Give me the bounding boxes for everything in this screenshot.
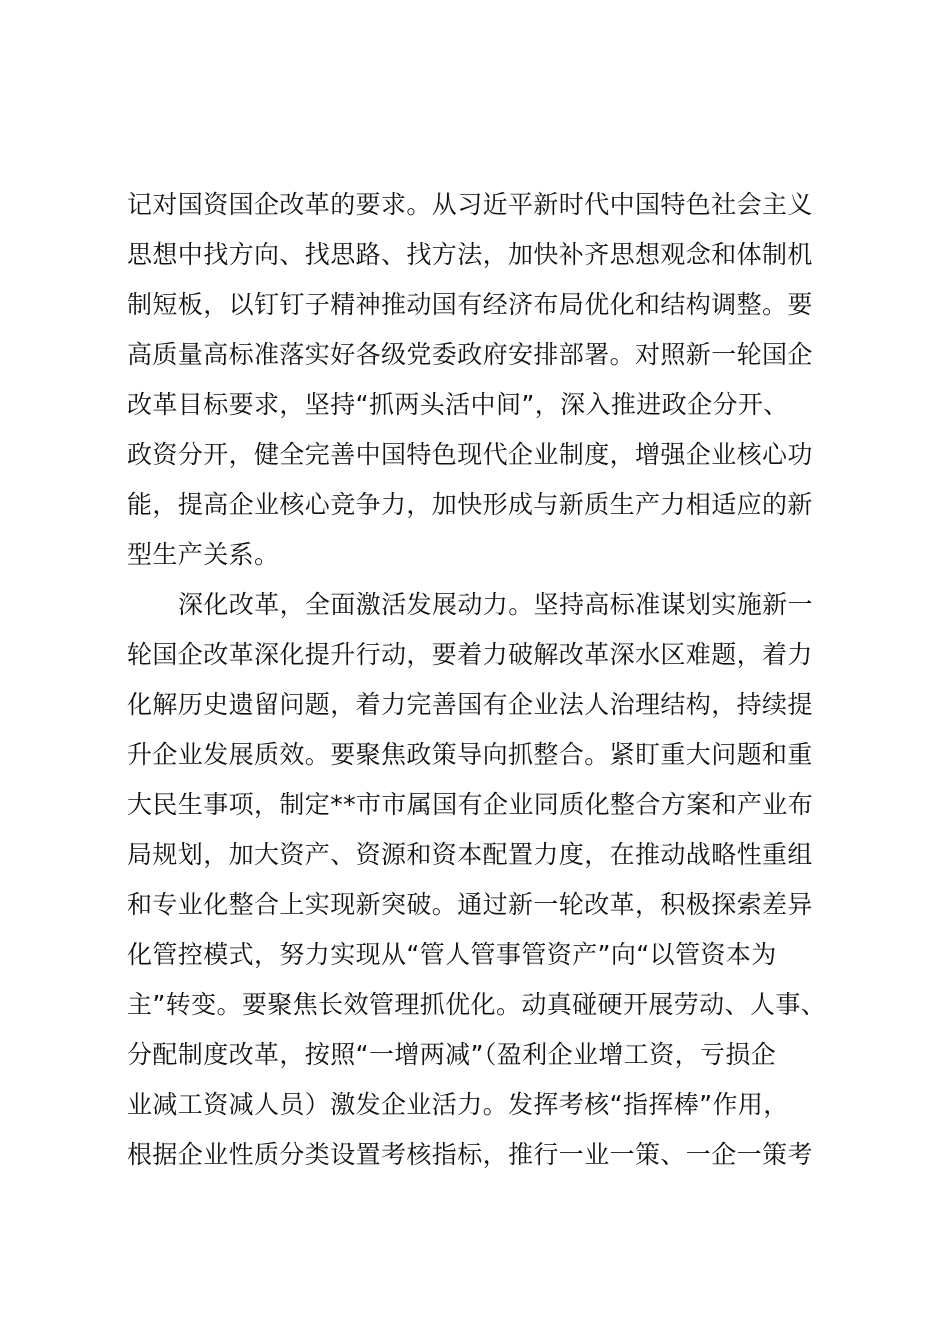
paragraph-1-line-6: 政资分开，健全完善中国特色现代企业制度，增强企业核心功 — [127, 440, 813, 469]
paragraph-2-line-7: 和专业化整合上实现新突破。通过新一轮改革，积极探索差异 — [127, 890, 813, 919]
paragraph-1-line-7: 能，提高企业核心竞争力，加快形成与新质生产力相适应的新 — [127, 490, 813, 519]
paragraph-2-line-10: 分配制度改革，按照“一增两减”（盈利企业增工资，亏损企 — [127, 1040, 777, 1069]
paragraph-1-line-8: 型生产关系。 — [127, 540, 280, 569]
paragraph-2-line-8: 化管控模式，努力实现从“管人管事管资产”向“以管资本为 — [127, 940, 777, 969]
paragraph-2-line-1: 深化改革，全面激活发展动力。坚持高标准谋划实施新一 — [178, 590, 814, 619]
paragraph-2-line-5: 大民生事项，制定**市市属国有企业同质化整合方案和产业布 — [127, 790, 814, 819]
paragraph-2-line-6: 局规划，加大资产、资源和资本配置力度，在推动战略性重组 — [127, 840, 813, 869]
paragraph-1-line-3: 制短板，以钉钉子精神推动国有经济布局优化和结构调整。要 — [127, 290, 813, 319]
paragraph-2-line-4: 升企业发展质效。要聚焦政策导向抓整合。紧盯重大问题和重 — [127, 740, 813, 769]
paragraph-1-line-4: 高质量高标准落实好各级党委政府安排部署。对照新一轮国企 — [127, 340, 813, 369]
paragraph-2-line-2: 轮国企改革深化提升行动，要着力破解改革深水区难题，着力 — [127, 640, 813, 669]
paragraph-1-line-5: 改革目标要求，坚持“抓两头活中间”，深入推进政企分开、 — [127, 390, 789, 419]
paragraph-2-line-12: 根据企业性质分类设置考核指标，推行一业一策、一企一策考 — [127, 1140, 813, 1169]
paragraph-2-line-11: 业减工资减人员）激发企业活力。发挥考核“指挥棒”作用， — [127, 1090, 789, 1119]
paragraph-2-line-3: 化解历史遗留问题，着力完善国有企业法人治理结构，持续提 — [127, 690, 813, 719]
paragraph-1-line-2: 思想中找方向、找思路、找方法，加快补齐思想观念和体制机 — [127, 240, 813, 269]
paragraph-2-line-9: 主”转变。要聚焦长效管理抓优化。动真碰硬开展劳动、人事、 — [127, 990, 827, 1019]
paragraph-1-line-1: 记对国资国企改革的要求。从习近平新时代中国特色社会主义 — [127, 190, 813, 219]
